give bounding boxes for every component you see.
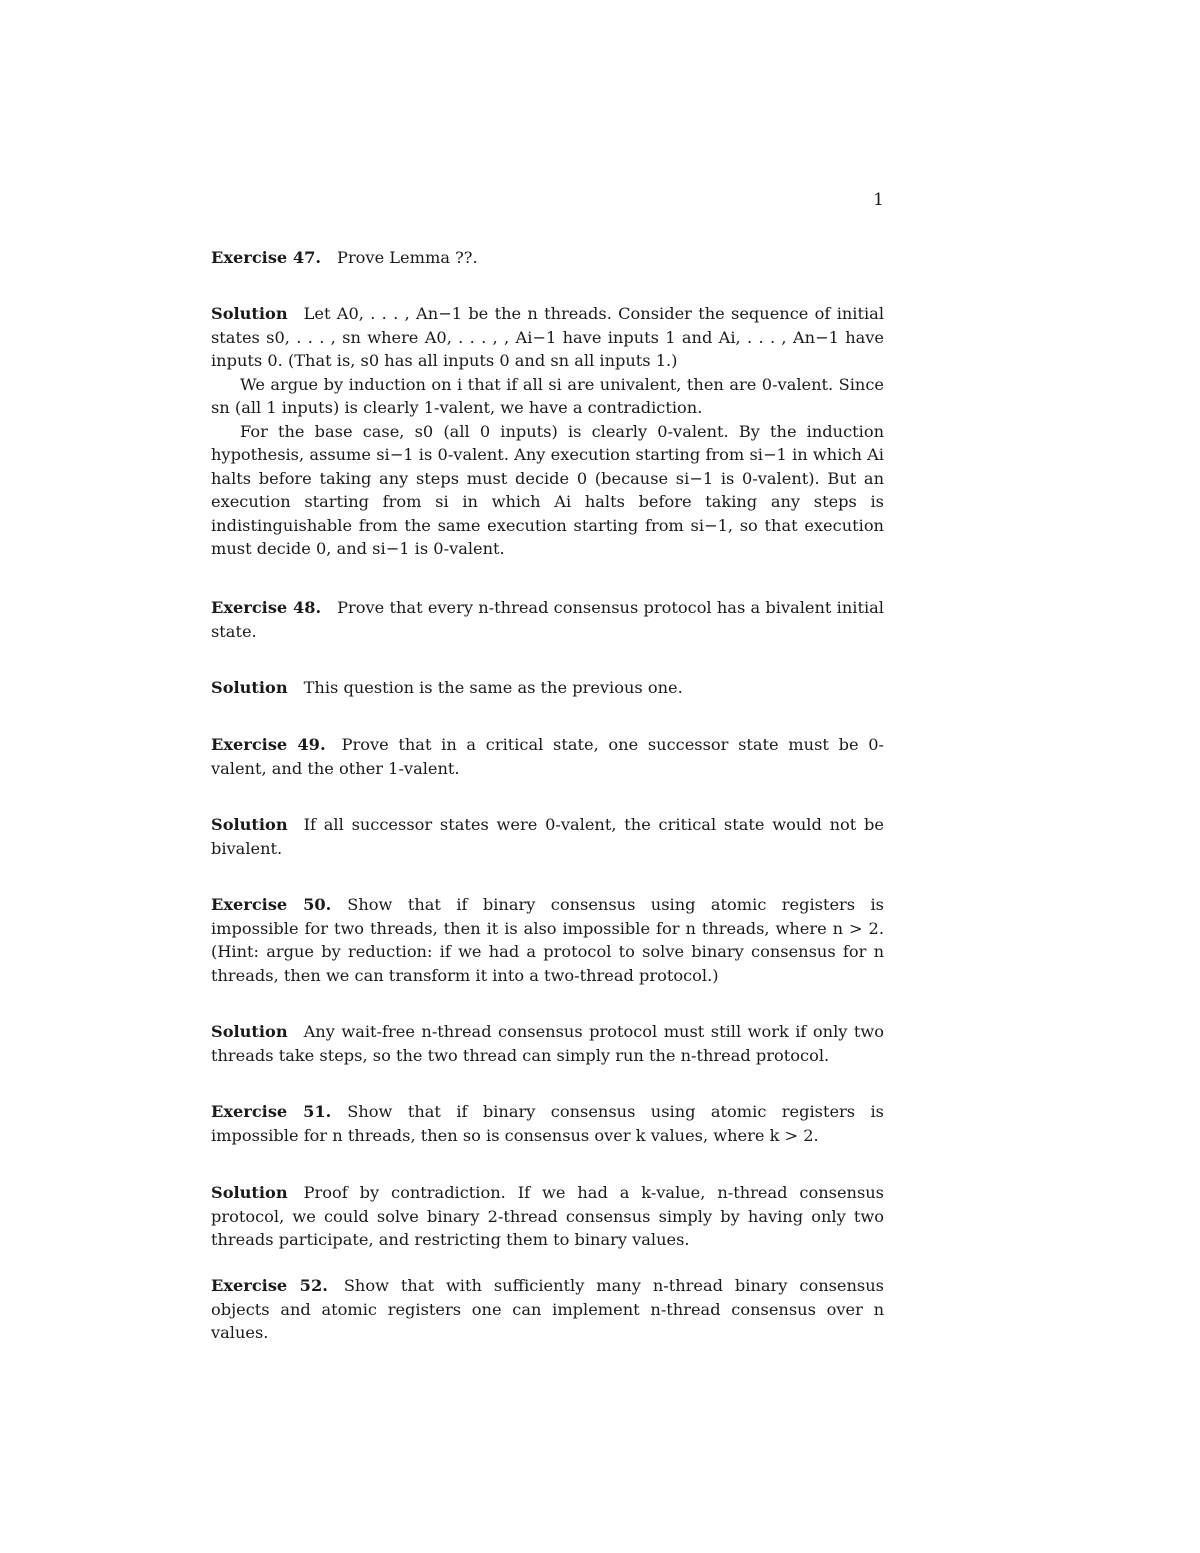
exercise-text: Prove that every n-thread consensus protocol has a bivalent initial state. [211,598,884,641]
exercise-label: Exercise 47. [211,248,322,267]
exercise-text: Prove that in a critical state, one successor state must be 0-valent, and the other 1-valent. [211,735,884,778]
exercise-label: Exercise 50. [211,895,332,914]
solution-48 [211,676,884,700]
solution-paragraph-3: For the base case, s0 (all 0 inputs) is clearly 0-valent. By the induction hypothesis, assume si−1 is 0-valent. Any execution starting from si−1 in which Ai halts before taking any steps must decide 0 (because si−1 is 0-valent). But an execution starting from si in which Ai halts before taking any steps is indistinguishable from the same execution starting from si−1, so that execution must decide 0, and si−1 is 0-valent. [211,421,884,558]
exercise-text: Prove Lemma ??. [337,248,478,267]
solution-51 [211,1181,884,1252]
exercise-label: Exercise 51. [211,1102,332,1121]
solution-paragraph-1: Let A0, . . . , An−1 be the n threads. Consider the sequence of initial states s0, . . . , sn where A0, . . . , , Ai−1 have inputs 1 and Ai, . . . , An−1 have inputs 0. (That is, s0 has all inputs 0 and sn all inputs 1.) [211,304,884,370]
exercise-label: Exercise 52. [211,1276,328,1295]
page-number: 1 [873,190,884,210]
solution-47 [211,302,884,561]
exercise-47 [211,246,884,270]
exercise-label: Exercise 48. [211,598,322,617]
solution-paragraph-2: We argue by induction on i that if all si are univalent, then are 0-valent. Since sn (all 1 inputs) is clearly 1-valent, we have a contradiction. [211,374,884,417]
exercise-text: Show that if binary consensus using atomic registers is impossible for n threads, then so is consensus over k values, where k > 2. [211,1102,884,1145]
exercise-50 [211,893,884,987]
solution-label: Solution [211,678,288,697]
solution-49 [211,813,884,860]
solution-label: Solution [211,815,288,834]
solution-label: Solution [211,1183,288,1202]
exercise-48 [211,596,884,643]
exercise-51 [211,1100,884,1147]
exercise-text: Show that if binary consensus using atomic registers is impossible for two threads, then it is also impossible for n threads, where n > 2. (Hint: argue by reduction: if we had a protocol to solve binary consensus for n threads, then we can transform it into a two-thread protocol.) [211,895,884,985]
exercise-52 [211,1274,884,1345]
exercise-49 [211,733,884,780]
solution-label: Solution [211,1022,288,1041]
exercise-label: Exercise 49. [211,735,326,754]
solution-text: Any wait-free n-thread consensus protocol must still work if only two threads take steps, so the two thread can simply run the n-thread protocol. [211,1022,884,1065]
exercise-text: Show that with sufficiently many n-thread binary consensus objects and atomic registers one can implement n-thread consensus over n values. [211,1276,884,1342]
solution-text: If all successor states were 0-valent, the critical state would not be bivalent. [211,815,884,858]
solution-text: This question is the same as the previous one. [303,678,683,697]
solution-50 [211,1020,884,1067]
solution-label: Solution [211,304,288,323]
solution-text: Proof by contradiction. If we had a k-value, n-thread consensus protocol, we could solve binary 2-thread consensus simply by having only two threads participate, and restricting them to binary values. [211,1183,884,1249]
